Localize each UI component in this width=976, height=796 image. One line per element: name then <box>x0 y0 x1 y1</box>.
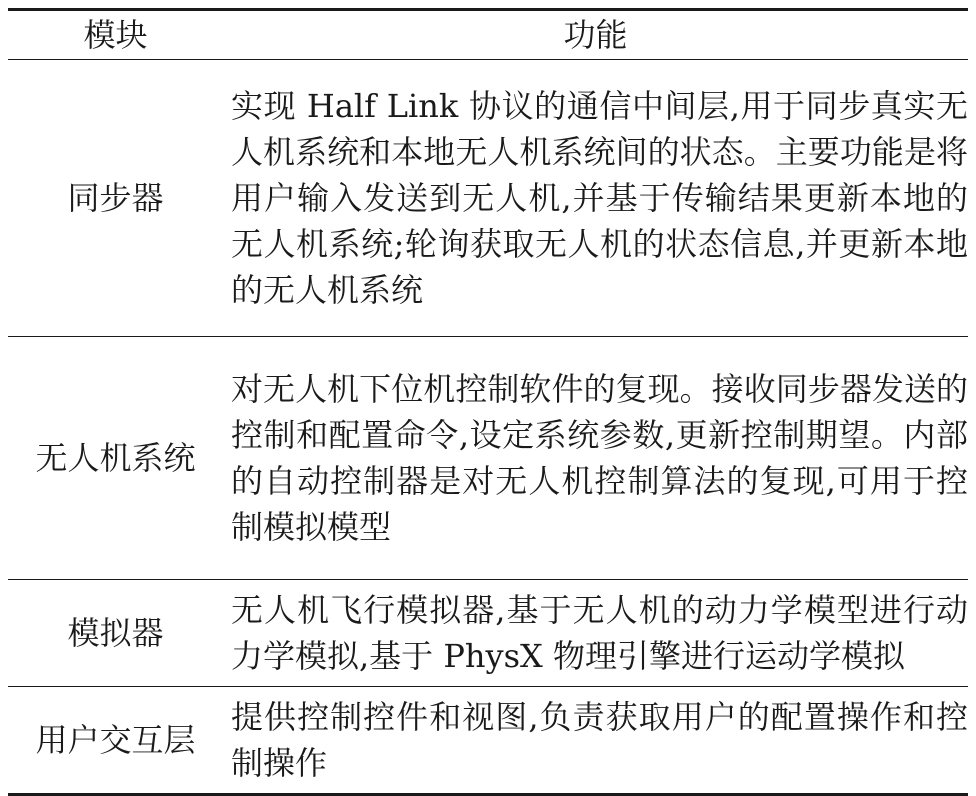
module-name-cell: 用户交互层 <box>8 687 223 795</box>
module-name-cell: 同步器 <box>8 60 223 337</box>
function-description-cell: 实现 Half Link 协议的通信中间层,用于同步真实无人机系统和本地无人机系统间的状态。主要功能是将用户输入发送到无人机,并基于传输结果更新本地的无人机系统;轮询获取无人机的状态信息,并更新本地的无人机系统 <box>223 60 968 337</box>
function-description-cell: 对无人机下位机控制软件的复现。接收同步器发送的控制和配置命令,设定系统参数,更新控制期望。内部的自动控制器是对无人机控制算法的复现,可用于控制模拟模型 <box>223 337 968 580</box>
function-description-cell: 无人机飞行模拟器,基于无人机的动力学模型进行动力学模拟,基于 PhysX 物理引擎进行运动学模拟 <box>223 580 968 687</box>
table-row <box>8 337 968 580</box>
table-header-row <box>8 10 968 60</box>
function-description-cell: 提供控制控件和视图,负责获取用户的配置操作和控制操作 <box>223 687 968 795</box>
module-name-cell: 无人机系统 <box>8 337 223 580</box>
table-row <box>8 580 968 687</box>
header-module: 模块 <box>8 10 223 60</box>
header-function: 功能 <box>223 10 968 60</box>
table-row <box>8 687 968 795</box>
module-function-table <box>8 8 968 796</box>
table-row <box>8 60 968 337</box>
module-name-cell: 模拟器 <box>8 580 223 687</box>
